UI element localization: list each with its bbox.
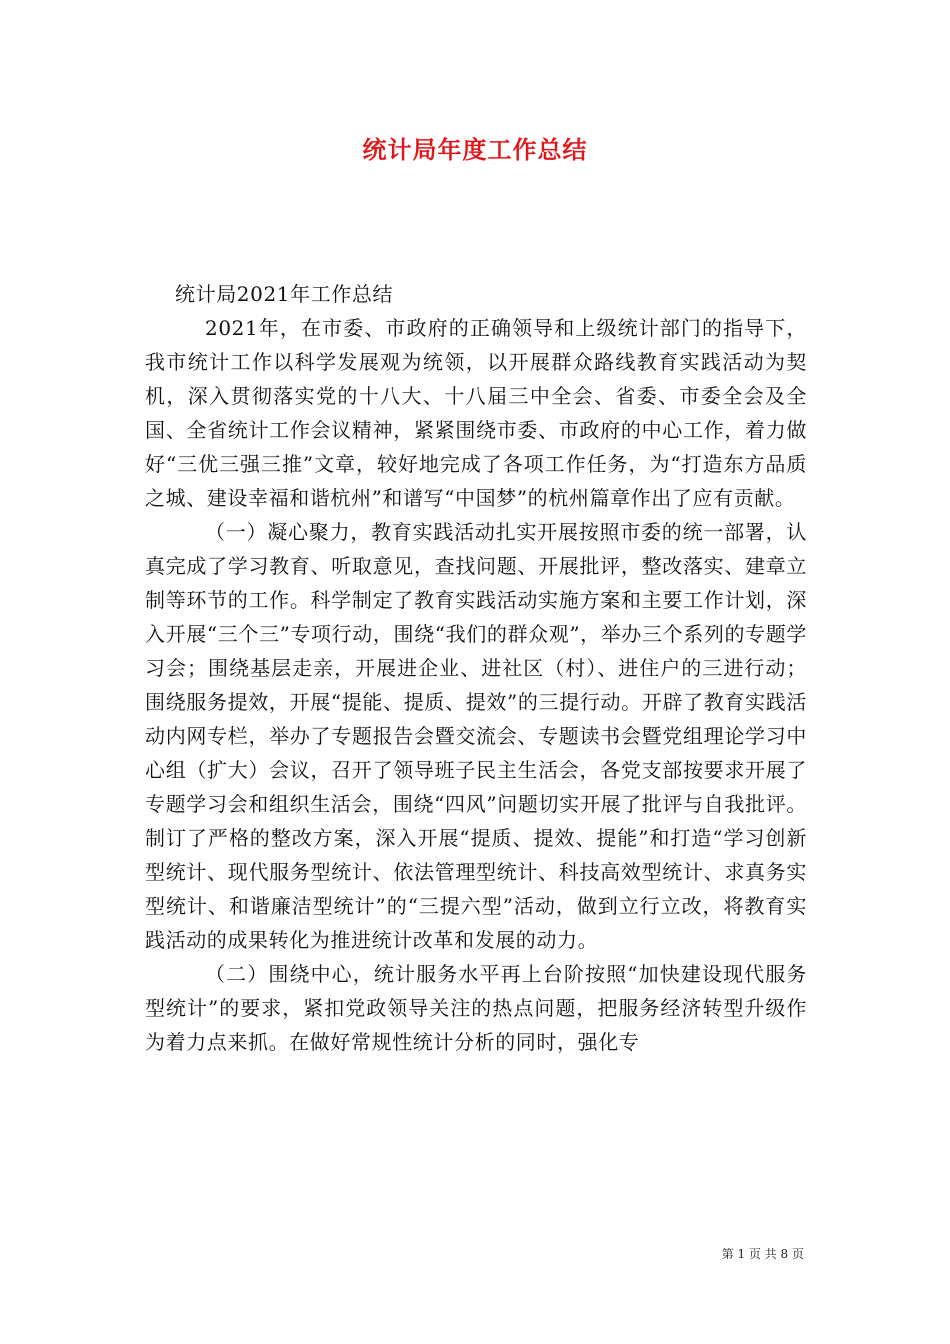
document-body [145,277,807,1059]
document-subtitle: 统计局2021年工作总结 [175,282,394,306]
page-number-footer: 第 1 页 共 8 页 [721,1247,804,1261]
paragraph-section-2: （二）围绕中心，统计服务水平再上台阶按照“加快建设现代服务型统计”的要求，紧扣党政领导关注的热点问题，把服务经济转型升级作为着力点来抓。在做好常规性统计分析的同时，强化专 [145,962,807,1054]
paragraph-section-1: （一）凝心聚力，教育实践活动扎实开展按照市委的统一部署，认真完成了学习教育、听取意见，查找问题、开展批评，整改落实、建章立制等环节的工作。科学制定了教育实践活动实施方案和主要工作计划，深入开展“三个三”专项行动，围绕“我们的群众观”，举办三个系列的专题学习会；围绕基层走亲，开展进企业、进社区（村）、进住户的三进行动；围绕服务提效，开展“提能、提质、提效”的三提行动。开辟了教育实践活动内网专栏，举办了专题报告会暨交流会、专题读书会暨党组理论学习中心组（扩大）会议，召开了领导班子民主生活会，各党支部按要求开展了专题学习会和组织生活会，围绕“四风”问题切实开展了批评与自我批评。制订了严格的整改方案，深入开展“提质、提效、提能”和打造“学习创新型统计、现代服务型统计、依法管理型统计、科技高效型统计、求真务实型统计、和谐廉洁型统计”的“三提六型”活动，做到立行立改，将教育实践活动的成果转化为推进统计改革和发展的动力。 [145,520,807,952]
paragraph-intro: 2021年，在市委、市政府的正确领导和上级统计部门的指导下，我市统计工作以科学发展观为统领，以开展群众路线教育实践活动为契机，深入贯彻落实党的十八大、十八届三中全会、省委、市委全会及全国、全省统计工作会议精神，紧紧围绕市委、市政府的中心工作，着力做好“三优三强三推”文章，较好地完成了各项工作任务，为“打造东方品质之城、建设幸福和谐杭州”和谱写“中国梦”的杭州篇章作出了应有贡献。 [145,316,807,510]
document-title: 统计局年度工作总结 [362,135,588,164]
